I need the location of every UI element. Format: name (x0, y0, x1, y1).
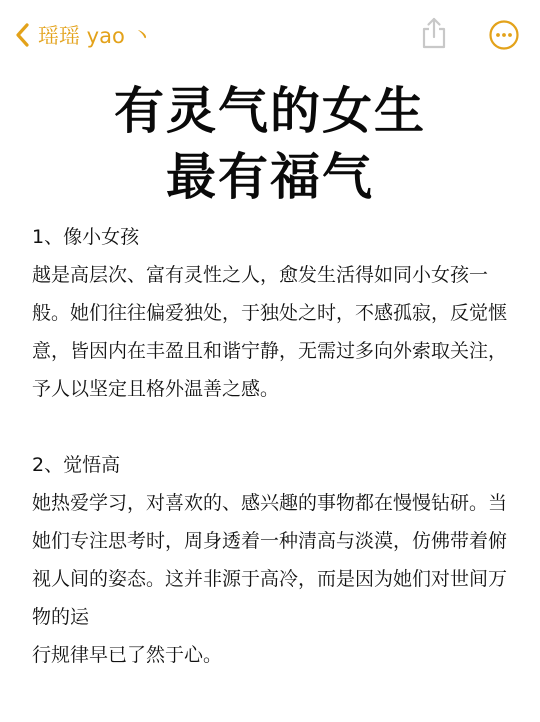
section-heading: 2、觉悟高 (32, 454, 121, 476)
chevron-left-icon (14, 22, 30, 48)
section-paragraph-continuation: 行规律早已了然于心。 (32, 644, 223, 666)
paragraph-gap (32, 408, 522, 446)
more-icon (488, 36, 520, 55)
section-paragraph: 越是高层次、富有灵性之人，愈发生活得如同小女孩一般。她们往往偏爱独处，于独处之时，不感孤寂，反觉惬意，皆因内在丰盈且和谐宁静，无需过多向外索取关注，予人以坚定且格外温善之感。 (32, 264, 508, 400)
more-button[interactable] (488, 19, 520, 51)
section-heading: 1、像小女孩 (32, 226, 140, 248)
share-icon (420, 35, 448, 54)
note-title (0, 78, 540, 210)
share-button[interactable] (420, 16, 448, 50)
back-label: 瑶瑶 yao 丶 (38, 24, 153, 48)
note-body[interactable] (32, 218, 522, 674)
top-navigation-bar (0, 0, 540, 70)
back-button[interactable] (14, 18, 153, 52)
title-line-2: 最有福气 (166, 148, 374, 206)
section-paragraph: 她热爱学习，对喜欢的、感兴趣的事物都在慢慢钻研。当她们专注思考时，周身透着一种清高与淡漠，仿佛带着俯视人间的姿态。这并非源于高冷，而是因为她们对世间万物的运 (32, 492, 508, 628)
title-line-1: 有灵气的女生 (114, 82, 426, 140)
